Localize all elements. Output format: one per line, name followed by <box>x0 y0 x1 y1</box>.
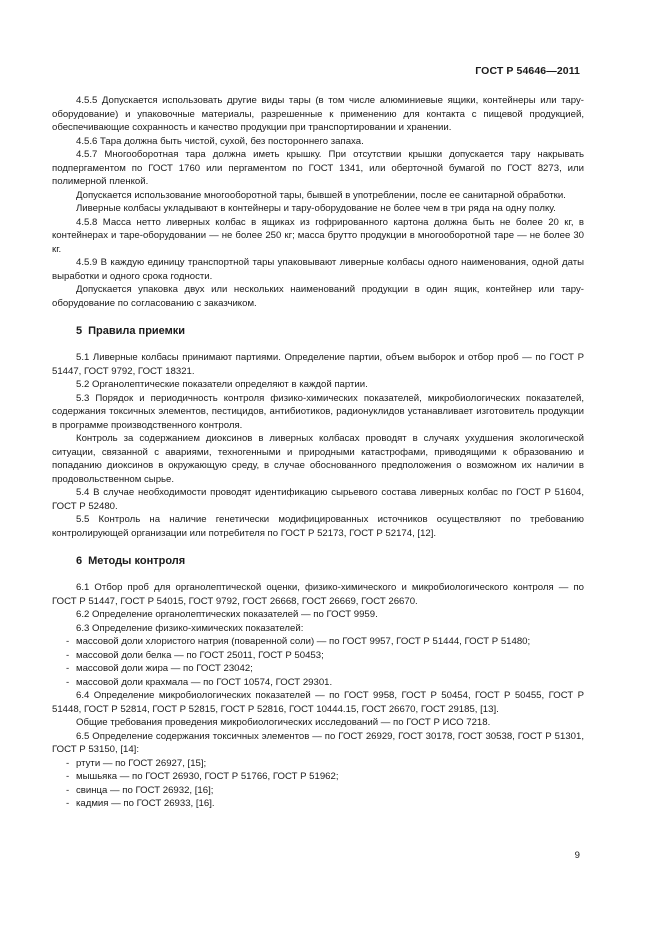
paragraph: 4.5.6 Тара должна быть чистой, сухой, без постороннего запаха. <box>76 135 364 147</box>
paragraph: 5.3 Порядок и периодичность контроля физико-химических показателей, микробиологических показателей, содержания токсичных элементов, пестицидов, антибиотиков, радионуклидов устанавливает изготовитель продукции в программе производственного контроля. <box>52 392 584 431</box>
paragraph: Контроль за содержанием диоксинов в ливерных колбасах проводят в случаях ухудшения экологической ситуации, связанной с авариями, техногенными и природными катастрофами, приводящими к образованию и попаданию диоксинов в окружающую среду, в случае обоснованного предположения о возможном их наличии в продовольственном сырье. <box>52 433 584 485</box>
list-dash <box>52 770 76 784</box>
paragraph: 6.4 Определение микробиологических показателей — по ГОСТ 9958, ГОСТ Р 50454, ГОСТ Р 50455, ГОСТ Р 51448, ГОСТ Р 52814, ГОСТ Р 52815, ГОСТ Р 52816, ГОСТ 10444.15, ГОСТ 26670, ГОСТ 29185, [13]. <box>52 690 584 715</box>
list-item-text: ртути — по ГОСТ 26927, [15]; <box>76 757 207 769</box>
list-item <box>52 784 584 798</box>
paragraph: 5.1 Ливерные колбасы принимают партиями. Определение партии, объем выборок и отбор проб — по ГОСТ Р 51447, ГОСТ 9792, ГОСТ 18321. <box>52 352 584 377</box>
paragraph: 6.3 Определение физико-химических показателей: <box>76 622 304 634</box>
paragraph: 6.1 Отбор проб для органолептической оценки, физико-химического и микробиологического контроля — по ГОСТ Р 51447, ГОСТ Р 54015, ГОСТ 9792, ГОСТ 26668, ГОСТ 26669, ГОСТ 26670. <box>52 582 584 607</box>
paragraph: 5.2 Органолептические показатели определяют в каждой партии. <box>76 379 368 390</box>
page-number: 9 <box>574 850 580 861</box>
list-item <box>52 635 584 649</box>
paragraph: 4.5.5 Допускается использовать другие виды тары (в том числе алюминиевые ящики, контейнеры или тару-оборудование) и упаковочные материалы, разрешенные к применению для контакта с пищевой продукцией, обеспечивающие сохранность и качество продукции при транспортировании и хранении. <box>52 95 584 133</box>
paragraph: Общие требования проведения микробиологических исследований — по ГОСТ Р ИСО 7218. <box>76 717 491 728</box>
list-item-text: массовой доли крахмала — по ГОСТ 10574, ГОСТ 29301. <box>76 676 333 688</box>
section-title: Правила приемки <box>88 325 186 337</box>
paragraph: 4.5.9 В каждую единицу транспортной тары упаковывают ливерные колбасы одного наименования, одной даты выработки и одного срока годности. <box>52 257 584 282</box>
section-heading <box>76 554 584 568</box>
list-dash <box>52 784 76 798</box>
paragraph: 6.2 Определение органолептических показателей — по ГОСТ 9959. <box>76 609 378 620</box>
list-dash <box>52 649 76 663</box>
list-item-text: свинца — по ГОСТ 26932, [16]; <box>76 784 214 796</box>
paragraph: Ливерные колбасы укладывают в контейнеры и тару-оборудование не более чем в три ряда на одну полку. <box>76 203 556 214</box>
list-item <box>52 770 584 784</box>
list-item-text: мышьяка — по ГОСТ 26930, ГОСТ Р 51766, ГОСТ Р 51962; <box>76 771 339 782</box>
list-item <box>52 757 584 771</box>
list-item-text: массовой доли белка — по ГОСТ 25011, ГОСТ Р 50453; <box>76 649 324 661</box>
list-dash <box>52 797 76 811</box>
section-number: 6 <box>76 555 83 567</box>
section-title: Методы контроля <box>88 555 186 567</box>
paragraph: 5.5 Контроль на наличие генетически модифицированных источников осуществляют по требованию контролирующей организации или потребителя по ГОСТ Р 52173, ГОСТ Р 52174, [12]. <box>52 514 584 539</box>
document-body <box>52 94 584 811</box>
list-item <box>52 662 584 676</box>
paragraph: 5.4 В случае необходимости проводят идентификацию сырьевого состава ливерных колбас по ГОСТ Р 51604, ГОСТ Р 52480. <box>52 487 584 512</box>
section-heading <box>76 324 584 338</box>
paragraph: Допускается упаковка двух или нескольких наименований продукции в один ящик, контейнер или тару-оборудование по согласованию с заказчиком. <box>52 284 584 309</box>
list-dash <box>52 757 76 771</box>
list-item-text: массовой доли хлористого натрия (поваренной соли) — по ГОСТ 9957, ГОСТ Р 51444, ГОСТ Р 51480; <box>76 636 531 647</box>
document-code: ГОСТ Р 54646—2011 <box>475 65 580 77</box>
section-number: 5 <box>76 325 83 337</box>
list-item <box>52 676 584 690</box>
list-item-text: массовой доли жира — по ГОСТ 23042; <box>76 663 253 674</box>
list-dash <box>52 676 76 690</box>
list-dash <box>52 662 76 676</box>
list-item <box>52 797 584 811</box>
paragraph: 4.5.8 Масса нетто ливерных колбас в ящиках из гофрированного картона должна быть не более 20 кг, в контейнерах и таре-оборудовании — не более 250 кг; масса брутто продукции в многооборотной таре — не более 30 кг. <box>52 216 584 255</box>
list-item-text: кадмия — по ГОСТ 26933, [16]. <box>76 798 215 809</box>
paragraph: 4.5.7 Многооборотная тара должна иметь крышку. При отсутствии крышки допускается тару накрывать подпергаментом по ГОСТ 1760 или пергаментом по ГОСТ 1341, или оберточной бумагой по ГОСТ 8273, или полимерной пленкой. <box>52 149 584 187</box>
list-item <box>52 649 584 663</box>
paragraph: Допускается использование многооборотной тары, бывшей в употреблении, после ее санитарной обработки. <box>76 189 566 201</box>
paragraph: 6.5 Определение содержания токсичных элементов — по ГОСТ 26929, ГОСТ 30178, ГОСТ 30538, ГОСТ Р 51301, ГОСТ Р 53150, [14]: <box>52 730 584 755</box>
list-dash <box>52 635 76 649</box>
